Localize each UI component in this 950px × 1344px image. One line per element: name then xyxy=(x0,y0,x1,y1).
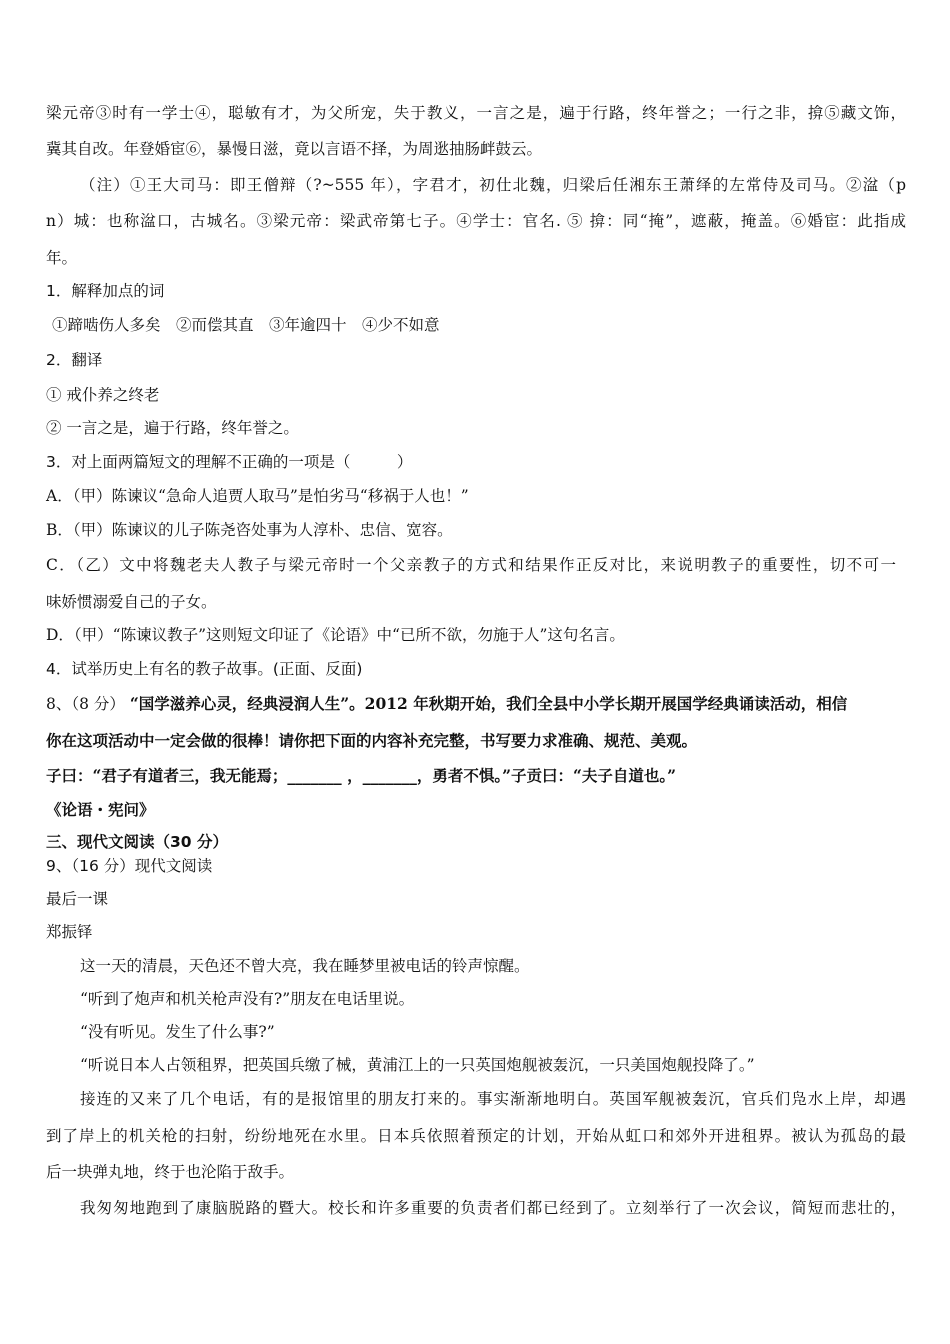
story-paragraph: 我匆匆地跑到了康脑脱路的暨大。校长和许多重要的负责者们都已经到了。立刻举行了一次会议，简短而悲壮的， xyxy=(80,1199,906,1217)
option-c-continued: 味娇惯溺爱自己的子女。 xyxy=(46,593,217,611)
footnote-line: （注）①王大司马：即王僧辩（?~555 年），字君才，初仕北魏，归梁后任湘东王萧绎的左常侍及司马。②湓（p xyxy=(80,176,906,194)
story-paragraph: “听到了炮声和机关枪声没有?”朋友在电话里说。 xyxy=(80,990,415,1008)
story-author: 郑振铎 xyxy=(46,923,93,941)
question-2-item: ② 一言之是，遍于行路，终年誉之。 xyxy=(46,419,299,437)
question-1-title: 1．解释加点的词 xyxy=(46,282,165,300)
story-paragraph: 这一天的清晨，天色还不曾大亮，我在睡梦里被电话的铃声惊醒。 xyxy=(80,957,530,975)
footnote-line: 年。 xyxy=(46,249,78,267)
passage-line: 梁元帝③时有一学士④，聪敏有才，为父所宠，失于教义，一言之是，遍于行路，终年誉之；一行之非，揜⑤藏文饰， xyxy=(46,104,906,122)
option-b: B．（甲）陈谏议的儿子陈尧咨处事为人淳朴、忠信、宽容。 xyxy=(46,521,453,539)
story-paragraph: “听说日本人占领租界，把英国兵缴了械，黄浦江上的一只英国炮舰被轰沉，一只美国炮舰投降了。” xyxy=(80,1056,755,1074)
question-9-title: 9、（16 分）现代文阅读 xyxy=(46,857,213,875)
option-a: A．（甲）陈谏议“急命人追贾人取马”是怕劣马“移祸于人也！” xyxy=(46,487,469,505)
option-d: D．（甲）“陈谏议教子”这则短文印证了《论语》中“已所不欲，勿施于人”这句名言。 xyxy=(46,626,625,644)
question-8-prompt: “国学滋养心灵，经典浸润人生”。2012 年秋期开始，我们全县中小学长期开展国学经典诵读活动，相信 xyxy=(129,694,848,713)
question-2-title: 2．翻译 xyxy=(46,351,103,369)
question-8-source: 《论语・宪问》 xyxy=(46,800,155,819)
story-title: 最后一课 xyxy=(46,890,109,908)
question-8-prefix: 8、（8 分） xyxy=(46,695,125,713)
story-paragraph-continued: 后一块弹丸地，终于也沦陷于敌手。 xyxy=(46,1163,295,1181)
passage-line: 冀其自改。年登婚宦⑥，暴慢日滋，竟以言语不择，为周逖抽肠衅鼓云。 xyxy=(46,140,543,158)
question-4-title: 4．试举历史上有名的教子故事。(正面、反面) xyxy=(46,660,363,678)
question-2-item: ① 戒仆养之终老 xyxy=(46,386,160,404)
section-3-heading: 三、现代文阅读（30 分） xyxy=(46,833,228,851)
footnote-line: n）城：也称湓口，古城名。③梁元帝：梁武帝第七子。④学士：官名. ⑤ 揜：同“掩”，遮蔽，掩盖。⑥婚宦：此指成 xyxy=(46,212,906,230)
question-8-fill-in: 子曰：“君子有道者三，我无能焉；_______ ，_______，勇者不惧。”子贡曰：“夫子自道也。” xyxy=(46,766,677,785)
story-paragraph-continued: 到了岸上的机关枪的扫射，纷纷地死在水里。日本兵依照着预定的计划，开始从虹口和郊外开进租界。被认为孤岛的最 xyxy=(46,1127,906,1145)
option-c: C．（乙）文中将魏老夫人教子与梁元帝时一个父亲教子的方式和结果作正反对比，来说明教子的重要性，切不可一 xyxy=(46,556,896,574)
question-1-items: ①蹄啮伤人多矣 ②而偿其直 ③年逾四十 ④少不如意 xyxy=(52,316,440,334)
question-8-line xyxy=(46,694,847,714)
story-paragraph: “没有听见。发生了什么事?” xyxy=(80,1023,275,1041)
question-3-title: 3．对上面两篇短文的理解不正确的一项是（ ） xyxy=(46,453,413,471)
story-paragraph: 接连的又来了几个电话，有的是报馆里的朋友打来的。事实渐渐地明白。英国军舰被轰沉，官兵们凫水上岸，却遇 xyxy=(80,1090,906,1108)
question-8-prompt-continued: 你在这项活动中一定会做的很棒！请你把下面的内容补充完整，书写要力求准确、规范、美观。 xyxy=(46,731,698,750)
